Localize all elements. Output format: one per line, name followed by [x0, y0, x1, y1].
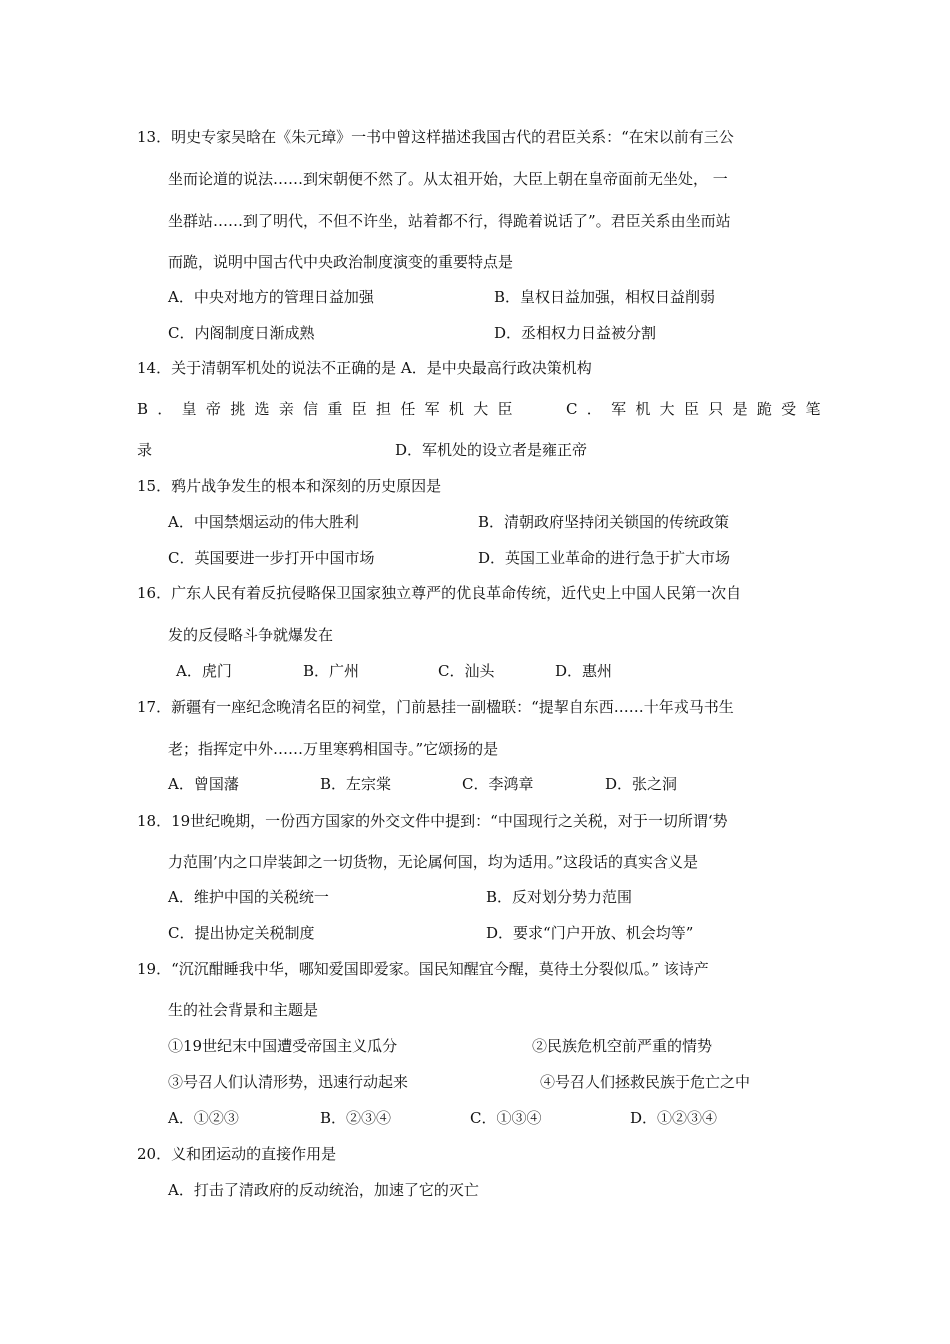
q17-stem-line-1: 17．新疆有一座纪念晚清名臣的祠堂，门前悬挂一副楹联：“提挈自东西……十年戎马书生	[137, 698, 734, 716]
q18-stem-line-2: 力范围’内之口岸装卸之一切货物，无论属何国，均为适用。”这段话的真实含义是	[168, 853, 698, 871]
q19-option-b: B．②③④	[320, 1109, 392, 1127]
q19-stem-line-2: 生的社会背景和主题是	[168, 1001, 319, 1019]
q16-option-d: D．惠州	[555, 662, 613, 680]
q18-stem-line-1: 18．19世纪晚期，一份西方国家的外交文件中提到：“中国现行之关税，对于一切所谓‘势	[137, 812, 728, 830]
q16-option-b: B．广州	[303, 662, 360, 680]
q15-option-a: A．中国禁烟运动的伟大胜利	[168, 513, 359, 531]
q13-option-c: C．内阁制度日渐成熟	[168, 324, 315, 342]
q18-option-b: B．反对划分势力范围	[486, 888, 633, 906]
q19-item-2: ②民族危机空前严重的情势	[532, 1037, 713, 1055]
q16-stem-line-1: 16．广东人民有着反抗侵略保卫国家独立尊严的优良革命传统，近代史上中国人民第一次自	[137, 584, 742, 602]
q13-option-d: D．丞相权力日益被分割	[494, 324, 657, 342]
q13-stem-line-3: 坐群站……到了明代，不但不许坐，站着都不行，得跪着说话了”。君臣关系由坐而站	[168, 212, 731, 230]
q13-option-b: B．皇权日益加强，相权日益削弱	[494, 288, 716, 306]
q19-item-3: ③号召人们认清形势，迅速行动起来	[168, 1073, 409, 1091]
q17-option-c: C．李鸿章	[462, 775, 534, 793]
q13-option-a: A．中央对地方的管理日益加强	[168, 288, 374, 306]
q19-option-a: A．①②③	[168, 1109, 239, 1127]
q14-option-c-continued: 录	[137, 441, 153, 459]
q14-option-c: C．军机大臣只是跪受笔	[566, 400, 830, 418]
q17-stem-line-2: 老；指挥定中外……万里寒鸦相国寺。”它颂扬的是	[168, 740, 499, 758]
q15-option-b: B．清朝政府坚持闭关锁国的传统政策	[478, 513, 730, 531]
q13-stem-line-1: 13．明史专家吴晗在《朱元璋》一书中曾这样描述我国古代的君臣关系：“在宋以前有三公	[137, 128, 734, 146]
q18-option-d: D．要求“门户开放、机会均等”	[486, 924, 694, 942]
q19-item-1: ①19世纪末中国遭受帝国主义瓜分	[168, 1037, 398, 1055]
q16-option-c: C．汕头	[438, 662, 495, 680]
q18-option-a: A．维护中国的关税统一	[168, 888, 329, 906]
q14-stem-line-1: 14．关于清朝军机处的说法不正确的是 A．是中央最高行政决策机构	[137, 359, 592, 377]
q19-option-c: C．①③④	[470, 1109, 542, 1127]
q16-option-a: A．虎门	[176, 662, 232, 680]
q13-stem-line-2: 坐而论道的说法……到宋朝便不然了。从太祖开始，大臣上朝在皇帝面前无坐处， 一	[168, 170, 728, 188]
q14-option-b: B．皇帝挑选亲信重臣担任军机大臣	[137, 400, 522, 418]
q17-option-a: A．曾国藩	[168, 775, 239, 793]
q15-stem: 15．鸦片战争发生的根本和深刻的历史原因是	[137, 477, 442, 495]
q14-option-d: D．军机处的设立者是雍正帝	[395, 441, 588, 459]
q15-option-d: D．英国工业革命的进行急于扩大市场	[478, 549, 731, 567]
q17-option-d: D．张之洞	[605, 775, 678, 793]
q16-stem-line-2: 发的反侵略斗争就爆发在	[168, 626, 334, 644]
q19-stem-line-1: 19．“沉沉酣睡我中华，哪知爱国即爱家。国民知醒宜今醒，莫待土分裂似瓜。” 该诗产	[137, 960, 709, 978]
q19-item-4: ④号召人们拯救民族于危亡之中	[540, 1073, 751, 1091]
q19-option-d: D．①②③④	[630, 1109, 718, 1127]
q20-stem: 20．义和团运动的直接作用是	[137, 1145, 337, 1163]
q15-option-c: C．英国要进一步打开中国市场	[168, 549, 375, 567]
q13-stem-line-4: 而跪，说明中国古代中央政治制度演变的重要特点是	[168, 253, 514, 271]
q20-option-a: A．打击了清政府的反动统治，加速了它的灭亡	[168, 1181, 479, 1199]
q17-option-b: B．左宗棠	[320, 775, 392, 793]
q18-option-c: C．提出协定关税制度	[168, 924, 315, 942]
